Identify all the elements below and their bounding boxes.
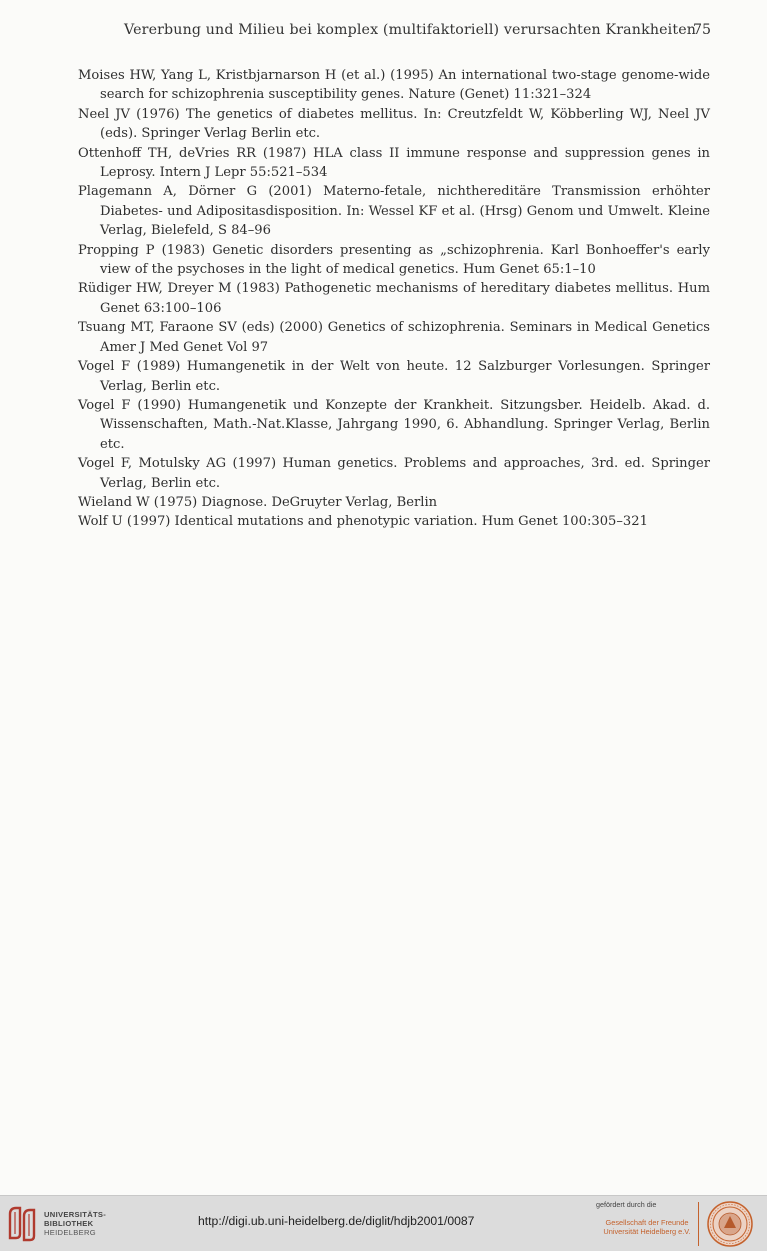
reference-item: Vogel F (1989) Humangenetik in der Welt von heute. 12 Salzburger Vorlesungen. Springer Verlag, Berlin etc. [78, 359, 710, 394]
sponsor-name-line: Gesellschaft der Freunde [605, 1218, 689, 1227]
library-logo-icon[interactable] [6, 1204, 40, 1244]
viewer-footer [0, 1195, 767, 1251]
reference-item: Tsuang MT, Faraone SV (eds) (2000) Genetics of schizophrenia. Seminars in Medical Genetics Amer J Med Genet Vol 97 [78, 320, 710, 355]
reference-item: Plagemann A, Dörner G (2001) Materno-fetale, nichthereditäre Transmission erhöhter Diabetes- und Adipositasdisposition. In: Wessel KF et al. (Hrsg) Genom und Umwelt. Kleine Verlag, Bielefeld, S 84–96 [78, 184, 710, 239]
library-name [44, 1210, 106, 1237]
reference-item: Vogel F (1990) Humangenetik und Konzepte der Krankheit. Sitzungsber. Heidelb. Akad. d. Wissenschaften, Math.-Nat.Klasse, Jahrgang 1990, 6. Abhandlung. Springer Verlag, Berlin etc. [78, 397, 710, 452]
page-number: 75 [692, 22, 711, 38]
library-name-line: HEIDELBERG [44, 1228, 96, 1237]
sponsor-name[interactable] [592, 1218, 702, 1236]
reference-item: Ottenhoff TH, deVries RR (1987) HLA class II immune response and suppression genes in Leprosy. Intern J Lepr 55:521–534 [78, 145, 710, 181]
reference-item: Wolf U (1997) Identical mutations and phenotypic variation. Hum Genet 100:305–321 [78, 514, 648, 530]
reference-list [78, 66, 710, 532]
running-title: Vererbung und Milieu bei komplex (multifaktoriell) verursachten Krankheiten [124, 22, 697, 38]
library-name-line: UNIVERSITÄTS- [44, 1210, 107, 1219]
sponsor-divider [698, 1202, 699, 1246]
library-name-line: BIBLIOTHEK [44, 1219, 94, 1228]
reference-item: Wieland W (1975) Diagnose. DeGruyter Verlag, Berlin [78, 494, 438, 510]
permalink-url[interactable]: http://digi.ub.uni-heidelberg.de/diglit/hdjb2001/0087 [198, 1214, 475, 1228]
reference-item: Rüdiger HW, Dreyer M (1983) Pathogenetic mechanisms of hereditary diabetes mellitus. Hum Genet 63:100–106 [78, 281, 710, 316]
sponsor-caption: gefördert durch die [596, 1200, 657, 1209]
university-seal-icon[interactable] [706, 1200, 754, 1248]
sponsor-block [592, 1200, 702, 1236]
reference-item: Vogel F, Motulsky AG (1997) Human genetics. Problems and approaches, 3rd. ed. Springer Verlag, Berlin etc. [78, 456, 710, 491]
reference-item: Propping P (1983) Genetic disorders presenting as „schizophrenia. Karl Bonhoeffer's early view of the psychoses in the light of medical genetics. Hum Genet 65:1–10 [78, 242, 710, 278]
sponsor-name-line: Universität Heidelberg e.V. [603, 1227, 691, 1236]
reference-item: Neel JV (1976) The genetics of diabetes mellitus. In: Creutzfeldt W, Köbberling WJ, Neel JV (eds). Springer Verlag Berlin etc. [78, 106, 710, 142]
reference-item: Moises HW, Yang L, Kristbjarnarson H (et al.) (1995) An international two-stage genome-wide search for schizophrenia susceptibility genes. Nature (Genet) 11:321–324 [78, 68, 710, 103]
